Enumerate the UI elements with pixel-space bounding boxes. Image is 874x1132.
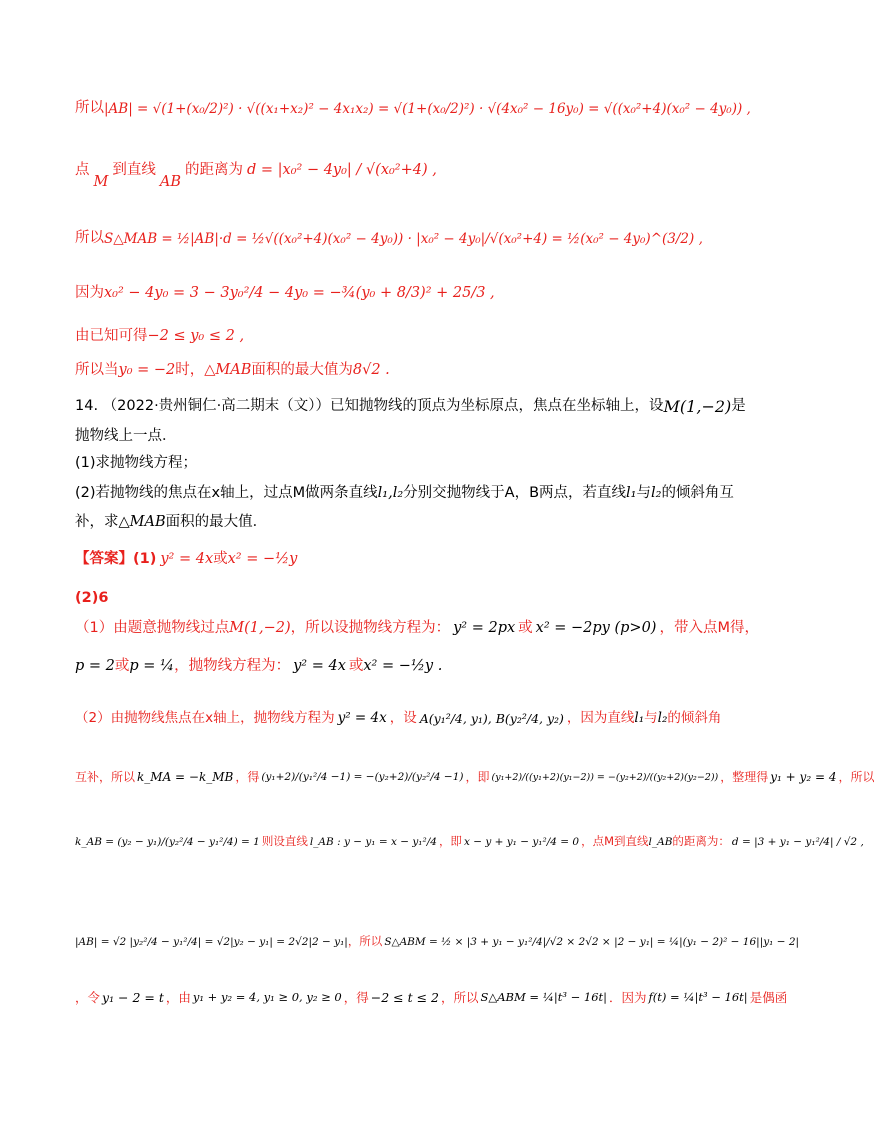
question-14-line1: 14. （2022·贵州铜仁·高二期末（文））已知抛物线的顶点为坐标原点，焦点在坐标轴上，设 M(1,−2) 是	[75, 397, 746, 416]
question-part-2-line1: (2)若抛物线的焦点在x轴上，过点M做两条直线 l₁,l₂ 分别交抛物线于A，B两点，若直线 l₁ 与 l₂ 的倾斜角互	[75, 485, 734, 501]
solution-line-complete-square: 因为 x₀² − 4y₀ = 3 − 3y₀²/4 − 4y₀ = −¾(y₀ + 8/3)² + 25/3 ,	[75, 285, 495, 301]
question-14-line2: 抛物线上一点．	[75, 428, 177, 444]
solution-line-distance: 点 M 到直线 AB 的距离为 d = |x₀² − 4y₀| / √(x₀²+4) ,	[75, 162, 437, 190]
solution-line-max-area: 所以当 y₀ = −2 时， △MAB 面积的最大值为 8√2 .	[75, 362, 390, 378]
solution-part-2-line1: （2）由抛物线焦点在x轴上，抛物线方程为 y² = 4x ，设 A(y₁²/4, y₁), B(y₂²/4, y₂) ，因为直线 l₁ 与 l₂ 的倾斜角	[75, 710, 722, 726]
solution-line-area: 所以 S△MAB = ½|AB|·d = ½√((x₀²+4)(x₀² − 4y₀)) · |x₀² − 4y₀|/√(x₀²+4) = ½(x₀² − 4y₀)^(3/2) ,	[75, 230, 703, 247]
solution-part-1-line1: （1）由题意抛物线过点 M(1,−2) ，所以设抛物线方程为： y² = 2px 或 x² = −2py (p>0) ，带入点M得，	[75, 620, 759, 636]
solution-part-1-line2: p = 2 或 p = ¼ ，抛物线方程为： y² = 4x 或 x² = −½y .	[75, 658, 443, 674]
question-part-2-line2: 补，求 △MAB 面积的最大值．	[75, 514, 268, 530]
solution-part-2-line5: ，令 y₁ − 2 = t ，由 y₁ + y₂ = 4, y₁ ≥ 0, y₂ ≥ 0 ，得 −2 ≤ t ≤ 2 ，所以 S△ABM = ¼|t³ − 16t| ．因为 f(t) = ¼|t³ − 16t| 是偶函	[75, 989, 788, 1005]
solution-line-range: 由已知可得 −2 ≤ y₀ ≤ 2 ,	[75, 328, 245, 344]
question-part-1: (1)求抛物线方程；	[75, 455, 198, 471]
solution-part-2-line3: k_AB = (y₂ − y₁)/(y₂²/4 − y₁²/4) = 1 则设直线 l_AB : y − y₁ = x − y₁²/4 ，即 x − y + y₁ − y₁²/4 = 0 ，点M到直线 l_AB 的距离为： d = |3 + y₁ − y₁²/4| / √2 ,	[75, 834, 864, 848]
solution-part-2-line2: 互补，所以 k_MA = −k_MB ，得 (y₁+2)/(y₁²/4 −1) = −(y₂+2)/(y₂²/4 −1) ，即 (y₁+2)/((y₁+2)(y₁−2)) = −(y₂+2)/((y₂+2)(y₂−2)) ，整理得 y₁ + y₂ = 4 ，所以	[75, 770, 874, 784]
solution-line-ab-length: 所以 |AB| = √(1+(x₀/2)²) · √((x₁+x₂)² − 4x₁x₂) = √(1+(x₀/2)²) · √(4x₀² − 16y₀) = √((x₀²+4)(x₀² − 4y₀)) ,	[75, 100, 751, 117]
answer-line-2: (2)6	[75, 590, 109, 606]
answer-line-1: 【答案】(1) y² = 4x 或 x² = −½y	[75, 551, 298, 567]
solution-part-2-line4: |AB| = √2 |y₂²/4 − y₁²/4| = √2|y₂ − y₁| = 2√2|2 − y₁| ，所以 S△ABM = ½ × |3 + y₁ − y₁²/4|/√2 × 2√2 × |2 − y₁| = ¼|(y₁ − 2)² − 16||y₁ − 2|	[75, 934, 800, 948]
